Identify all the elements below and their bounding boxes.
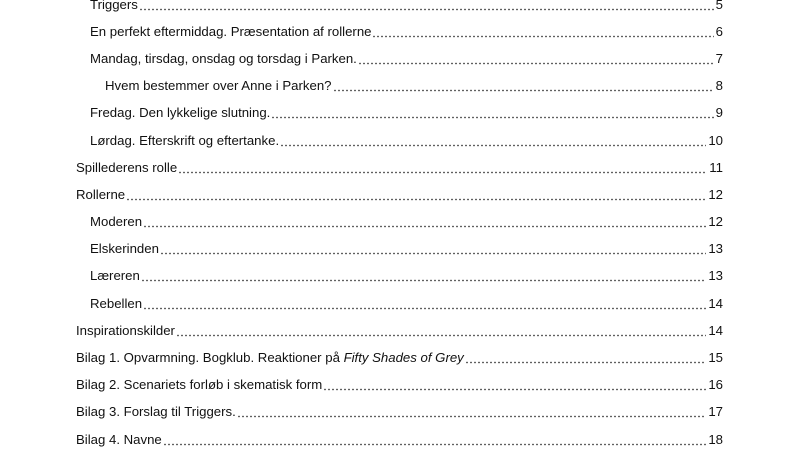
toc-entry-page-number: 16 [708, 377, 723, 393]
toc-entry-bilag-2[interactable] [0, 372, 800, 399]
toc-entry-page-number: 15 [708, 350, 723, 366]
toc-entry-title-prefix: Bilag 1. Opvarmning. Bogklub. Reaktioner på [76, 350, 344, 366]
toc-entry-page-number: 9 [715, 105, 723, 121]
toc-entry-bilag-3[interactable] [0, 399, 800, 426]
toc-entry-spillederens-rolle[interactable] [0, 154, 800, 181]
dot-leader [280, 133, 706, 149]
toc-entry-title-italic: Fifty Shades of Grey [343, 350, 464, 366]
toc-entry-rollerne[interactable] [0, 181, 800, 208]
dot-leader [176, 323, 706, 339]
dot-leader [333, 78, 714, 94]
toc-entry-page-number: 6 [715, 23, 723, 39]
toc-entry-title: Triggers [90, 0, 138, 12]
toc-entry-page-number: 14 [708, 295, 723, 311]
toc-entry-page-number: 12 [708, 186, 723, 202]
toc-entry-page-number: 18 [708, 431, 723, 447]
toc-entry-title: Læreren [90, 268, 140, 284]
toc-entry-title: Rebellen [90, 295, 143, 311]
toc-entry-title: Rollerne [76, 186, 126, 202]
toc-entry-title: Elskerinden [90, 241, 159, 257]
dot-leader [237, 404, 707, 420]
dot-leader [141, 268, 706, 284]
toc-entry-page-number: 10 [708, 132, 723, 148]
toc-entry-page-number: 17 [708, 404, 723, 420]
toc-entry-title: Inspirationskilder [76, 322, 175, 338]
toc-entry-elskerinden[interactable] [0, 236, 800, 263]
toc-entry-laereren[interactable] [0, 263, 800, 290]
toc-entry-bilag-4[interactable] [0, 426, 800, 453]
toc-entry-title: Bilag 4. Navne [76, 431, 162, 447]
toc-entry-page-number: 7 [715, 50, 723, 66]
toc-entry-page-number: 13 [708, 268, 723, 284]
dot-leader [178, 160, 707, 176]
toc-entry-page-number: 12 [708, 214, 723, 230]
toc-entry-title: Fredag. Den lykkelige slutning. [90, 105, 271, 121]
toc-entry-title: En perfekt eftermiddag. Præsentation af rollerne [90, 23, 372, 39]
toc-entry-en-perfekt-eftermiddag[interactable] [0, 18, 800, 45]
toc-entry-triggers[interactable] [0, 0, 800, 18]
dot-leader [143, 214, 706, 230]
dot-leader [163, 432, 707, 448]
dot-leader [139, 0, 714, 13]
toc-entry-title: Lørdag. Efterskrift og eftertanke. [90, 132, 280, 148]
toc-entry-lordag[interactable] [0, 127, 800, 154]
toc-entry-title: Mandag, tirsdag, onsdag og torsdag i Parken. [90, 50, 357, 66]
dot-leader [358, 51, 714, 67]
toc-entry-fredag[interactable] [0, 100, 800, 127]
toc-entry-page-number: 8 [715, 78, 723, 94]
toc-entry-title: Bilag 3. Forslag til Triggers. [76, 404, 236, 420]
toc-entry-hvem-bestemmer[interactable] [0, 73, 800, 100]
toc-entry-moderen[interactable] [0, 209, 800, 236]
toc-entry-rebellen[interactable] [0, 290, 800, 317]
dot-leader [271, 105, 713, 121]
toc-entry-title: Bilag 2. Scenariets forløb i skematisk form [76, 377, 323, 393]
toc-entry-page-number: 13 [708, 241, 723, 257]
dot-leader [323, 377, 706, 393]
toc-entry-inspirationskilder[interactable] [0, 317, 800, 344]
dot-leader [126, 187, 706, 203]
toc-entry-title: Spillederens rolle [76, 159, 178, 175]
dot-leader [465, 350, 707, 366]
dot-leader [372, 24, 713, 40]
toc-entry-page-number: 11 [709, 159, 723, 175]
toc-entry-bilag-1[interactable] [0, 344, 800, 371]
toc-entry-mandag-tirsdag[interactable] [0, 45, 800, 72]
toc-entry-title [76, 350, 464, 366]
dot-leader [160, 241, 706, 257]
toc-entry-title: Moderen [90, 214, 143, 230]
toc-entry-title: Hvem bestemmer over Anne i Parken? [105, 78, 332, 94]
toc-entry-page-number: 5 [715, 0, 723, 12]
toc-entry-page-number: 14 [708, 322, 723, 338]
dot-leader [143, 296, 706, 312]
